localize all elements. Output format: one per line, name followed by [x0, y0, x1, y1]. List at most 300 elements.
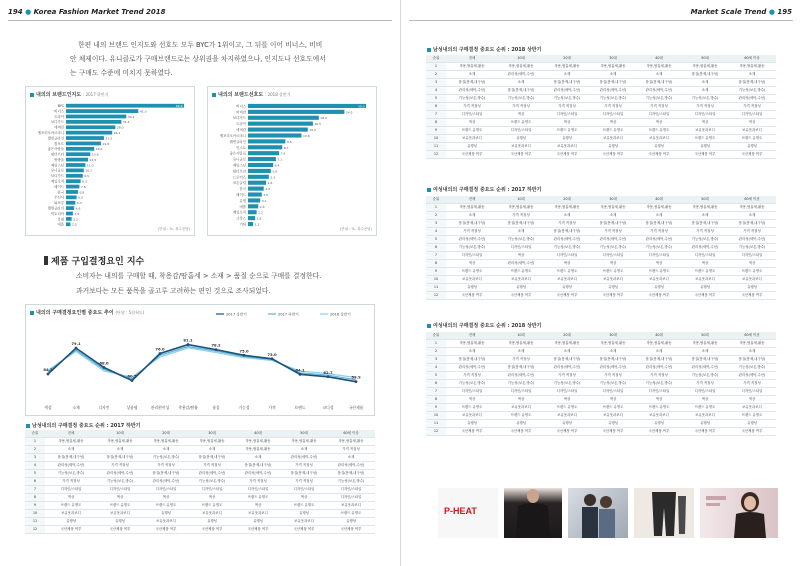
table-cell: 색상: [590, 396, 636, 404]
table-cell: 기능성(보온,방수): [327, 478, 375, 486]
bar: [66, 179, 81, 183]
table-cell: 10: [426, 412, 446, 420]
table-row: [426, 63, 776, 71]
bar-category-label: 비너스: [236, 104, 246, 109]
table-cell: 국산제품 여부: [446, 151, 498, 159]
bar: [66, 201, 75, 205]
table-cell: 관리성(세탁,수선): [728, 95, 776, 103]
table-cell: 유행성: [728, 420, 776, 428]
intro-paragraph: [70, 38, 326, 80]
bar-value-label: 7.1: [277, 157, 283, 162]
x-tick-label: 코디성: [322, 405, 334, 410]
table-cell: 국산제품 여부: [235, 526, 281, 534]
table-cell: 기능성(보온,방수): [97, 478, 143, 486]
bar-category-label: 한국: [57, 190, 64, 195]
table-cell: 브랜드 유명도: [446, 127, 498, 135]
bar-value-label: 66.9: [175, 104, 183, 109]
table-cell: 보유옷과코디: [590, 276, 636, 284]
bar-category-label: 캘빈클라인: [47, 206, 64, 211]
table-cell: 소재: [590, 71, 636, 79]
column-header: 20대: [544, 55, 590, 63]
data-label: 59.9: [351, 374, 361, 380]
table-row: [426, 103, 776, 111]
table-cell: 4: [426, 87, 446, 95]
table-cell: 품질(봉제,내구성): [446, 220, 498, 228]
table-row: [426, 111, 776, 119]
table-cell: 품질(봉제,내구성): [682, 71, 728, 79]
bar-category-label: 무신사: [54, 195, 64, 200]
product-photo-strip: [438, 488, 778, 538]
bar-category-label: 비비안: [236, 110, 246, 115]
table-row: [426, 260, 776, 268]
table-cell: 착용,땀흡세,활동: [189, 438, 235, 446]
column-header: 20대: [544, 332, 590, 340]
table-cell: 4: [426, 364, 446, 372]
table-cell: 품질(봉제,내구성): [281, 470, 327, 478]
table-cell: 착용,땀흡세,활동: [498, 63, 544, 71]
bar-category-label: 좋은사람들: [47, 147, 64, 152]
table-cell: 소재: [143, 446, 189, 454]
bar-category-label: 보디가드: [50, 174, 64, 179]
table-cell: 국산제품 여부: [636, 151, 682, 159]
bar-category-label: 기타: [239, 222, 246, 227]
bar-value-label: 2.2: [258, 210, 263, 215]
table-cell: 소재: [281, 446, 327, 454]
table-cell: 기능성(보온,방수): [498, 236, 544, 244]
x-tick-label: 디자인: [98, 405, 110, 410]
bar-value-label: 2.5: [71, 222, 77, 227]
table-cell: 기능성(보온,방수): [544, 244, 590, 252]
table-cell: 국산제품 여부: [682, 428, 728, 436]
column-header: 30대: [189, 430, 235, 438]
thermal-top-photo: [504, 488, 562, 538]
bar: [66, 195, 77, 199]
table-cell: 기능성(보온,방수): [544, 95, 590, 103]
legend-label: 2017 상반기: [226, 312, 247, 317]
table-cell: 디자인/스타일: [498, 244, 544, 252]
table-cell: 기능성(보온,방수): [446, 95, 498, 103]
table-row: [426, 348, 776, 356]
bar-category-label: 롯데: [57, 217, 64, 222]
bar: [248, 198, 260, 202]
right-page-number: 195: [777, 8, 792, 16]
table-cell: 착용,땀흡세,활동: [636, 204, 682, 212]
table-cell: 7: [25, 486, 45, 494]
table-cell: 소재: [682, 79, 728, 87]
data-label: 64.3: [43, 366, 53, 372]
column-header: 20대: [143, 430, 189, 438]
table1: [25, 430, 375, 534]
bar: [248, 157, 276, 161]
table-cell: 디자인/스타일: [590, 252, 636, 260]
bar: [248, 145, 282, 149]
right-running-title: Market Scale Trend: [690, 8, 767, 16]
table-cell: 유행성: [544, 420, 590, 428]
table-cell: 품질(봉제,내구성): [590, 79, 636, 87]
column-header: 40대: [636, 196, 682, 204]
table-cell: 브랜드 유명도: [498, 268, 544, 276]
table-cell: 유행성: [682, 420, 728, 428]
bar: [66, 147, 94, 151]
data-label: 73.0: [267, 351, 277, 357]
column-header: 순위: [426, 55, 446, 63]
data-point: [327, 375, 330, 378]
table-cell: 7: [426, 252, 446, 260]
table-cell: 품질(봉제,내구성): [446, 356, 498, 364]
bar-value-label: 34.2: [127, 114, 135, 119]
bar-category-label: 빅토리아: [50, 211, 64, 216]
table-cell: 유행성: [281, 510, 327, 518]
x-tick-label: 국산제품: [348, 405, 364, 410]
table-cell: 품질(봉제,내구성): [143, 470, 189, 478]
table-row: [426, 119, 776, 127]
table-cell: 색상: [590, 119, 636, 127]
table-cell: 품질(봉제,내구성): [544, 356, 590, 364]
bar: [248, 122, 313, 126]
x-tick-label: 브랜드: [294, 405, 306, 410]
table-cell: 가격 적절성: [544, 103, 590, 111]
model-portrait-icon: [700, 488, 778, 538]
table-cell: 2: [426, 348, 446, 356]
table-cell: 소재: [728, 348, 776, 356]
table-cell: 가격 적절성: [636, 228, 682, 236]
table-cell: 소재: [327, 454, 375, 462]
right-page: [400, 0, 800, 566]
table-cell: 소재: [636, 212, 682, 220]
column-header: 50대: [281, 430, 327, 438]
table-cell: 가격 적절성: [682, 380, 728, 388]
table-cell: 품질(봉제,내구성): [45, 454, 97, 462]
table-cell: 국산제품 여부: [728, 428, 776, 436]
table-cell: 국산제품 여부: [498, 428, 544, 436]
table-cell: 1: [426, 340, 446, 348]
left-header-rule: [8, 20, 392, 21]
table-cell: 색상: [446, 260, 498, 268]
section-line: 소비자는 내의를 구매할 때, 착용감/땀흡세 > 소재 > 품질 순으로 구매를 결정한다.: [76, 272, 322, 280]
table-cell: 보유옷과코디: [544, 412, 590, 420]
table-cell: 기능성(보온,방수): [728, 87, 776, 95]
table-cell: 색상: [728, 260, 776, 268]
table-cell: 국산제품 여부: [544, 428, 590, 436]
table-cell: 착용,땀흡세,활동: [590, 340, 636, 348]
table-cell: 10: [426, 276, 446, 284]
table-cell: 소재: [682, 348, 728, 356]
table-cell: 가격 적절성: [498, 212, 544, 220]
awareness-bars: [26, 99, 194, 235]
table-cell: 브랜드 유명도: [544, 404, 590, 412]
bar: [66, 185, 79, 189]
column-header: 50대: [682, 55, 728, 63]
bar-value-label: 15.2: [309, 128, 316, 133]
table-cell: 착용,땀흡세,활동: [544, 204, 590, 212]
column-header: 40대: [235, 430, 281, 438]
bar: [248, 110, 344, 114]
table-cell: 국산제품 여부: [682, 292, 728, 300]
table-cell: 관리성(세탁,수선): [590, 87, 636, 95]
table-cell: 품질(봉제,내구성): [682, 356, 728, 364]
bar-value-label: 7.6: [80, 184, 86, 189]
table-cell: 기능성(보온,방수): [590, 244, 636, 252]
bar-category-label: 에버린: [236, 128, 246, 133]
table-cell: 보유옷과코디: [446, 135, 498, 143]
bar: [248, 163, 273, 167]
table-cell: 관리성(세탁,수선): [446, 364, 498, 372]
table2-title: 남성내의의 구매결정 중요도 순위 : 2018 상반기: [427, 46, 541, 53]
table-cell: 1: [426, 204, 446, 212]
table-cell: 착용,땀흡세,활동: [498, 340, 544, 348]
table-cell: 국산제품 여부: [590, 292, 636, 300]
table-row: [25, 510, 375, 518]
table-cell: 품질(봉제,내구성): [544, 79, 590, 87]
table-cell: 디자인/스타일: [45, 486, 97, 494]
table-cell: 브랜드 유명도: [45, 502, 97, 510]
data-label: 79.1: [71, 341, 81, 347]
table-cell: 국산제품 여부: [446, 292, 498, 300]
table-cell: 착용,땀흡세,활동: [682, 340, 728, 348]
table-cell: 디자인/스타일: [682, 388, 728, 396]
bar-category-label: 유니클로: [50, 168, 64, 173]
table-cell: 보유옷과코디: [728, 276, 776, 284]
bar: [248, 175, 269, 179]
table-cell: 소재: [728, 71, 776, 79]
table-cell: 보유옷과코디: [590, 412, 636, 420]
table-cell: 기능성(보온,방수): [143, 454, 189, 462]
bar: [66, 120, 121, 124]
table-cell: 디자인/스타일: [590, 111, 636, 119]
table-row: [426, 87, 776, 95]
table-cell: 8: [426, 260, 446, 268]
table-cell: 소재: [544, 71, 590, 79]
table-cell: 브랜드 유명도: [544, 268, 590, 276]
bar-value-label: 5.8: [272, 169, 278, 174]
logo-photo: [438, 488, 498, 538]
table-cell: 품질(봉제,내구성): [235, 462, 281, 470]
table-cell: 디자인/스타일: [327, 486, 375, 494]
model-photo: [700, 488, 778, 538]
preference-chart-source: (단위 : %, 복수응답): [340, 227, 372, 231]
table-cell: 색상: [281, 494, 327, 502]
table-row: [25, 470, 375, 478]
bar-category-label: 코튼클럽: [232, 181, 246, 186]
bar: [248, 151, 279, 155]
table-cell: 품질(봉제,내구성): [327, 470, 375, 478]
table-cell: 7: [426, 111, 446, 119]
x-tick-label: 색상: [44, 405, 52, 410]
table-cell: 가격 적절성: [446, 103, 498, 111]
table-cell: 가격 적절성: [446, 372, 498, 380]
data-label: 76.0: [155, 346, 165, 352]
table-cell: 소재: [544, 212, 590, 220]
table-cell: 관리성(세탁,수선): [636, 236, 682, 244]
bar-value-label: 4.6: [75, 206, 81, 211]
table-cell: 3: [426, 220, 446, 228]
table-cell: 디자인/스타일: [446, 388, 498, 396]
table-cell: 3: [426, 356, 446, 364]
column-header: 전체: [446, 196, 498, 204]
column-header: 40대: [636, 332, 682, 340]
table-cell: 6: [426, 380, 446, 388]
table-cell: 소재: [544, 348, 590, 356]
table-cell: 착용,땀흡세,활동: [97, 438, 143, 446]
data-point: [187, 343, 190, 346]
table-cell: 보유옷과코디: [97, 510, 143, 518]
table-cell: 색상: [446, 396, 498, 404]
table-cell: 가격 적절성: [189, 462, 235, 470]
table-cell: 국산제품 여부: [544, 151, 590, 159]
bar: [248, 104, 366, 108]
table-cell: 소재: [728, 212, 776, 220]
table-cell: 디자인/스타일: [728, 388, 776, 396]
table-cell: 6: [25, 478, 45, 486]
table-cell: 12: [426, 292, 446, 300]
table-cell: 가격 적절성: [446, 228, 498, 236]
table-cell: 착용,땀흡세,활동: [682, 204, 728, 212]
table-cell: 관리성(세탁,수선): [235, 470, 281, 478]
table-cell: 유행성: [327, 518, 375, 526]
bar: [66, 174, 83, 178]
table-cell: 11: [25, 518, 45, 526]
bar-value-label: 3.1: [261, 198, 267, 203]
table-cell: 관리성(세탁,수선): [446, 236, 498, 244]
table-cell: 관리성(세탁,수선): [327, 462, 375, 470]
preference-bars: [208, 99, 376, 235]
table-cell: 가격 적절성: [235, 478, 281, 486]
table-row: [426, 420, 776, 428]
table-cell: 소재: [498, 228, 544, 236]
column-header: 전체: [45, 430, 97, 438]
table-cell: 1: [426, 63, 446, 71]
bar-value-label: 9.5: [286, 139, 292, 144]
table-row: [426, 151, 776, 159]
table-cell: 색상: [728, 396, 776, 404]
data-point: [103, 366, 106, 369]
right-header: Market Scale Trend ● 195: [690, 8, 792, 16]
bar-value-label: 3.5: [263, 193, 269, 197]
bar-value-label: 41.0: [139, 109, 147, 114]
table-cell: 유행성: [544, 284, 590, 292]
couple-silhouette-icon: [568, 488, 628, 538]
column-header: 전체: [446, 55, 498, 63]
column-header: 10대: [498, 196, 544, 204]
table-row: [426, 268, 776, 276]
table-cell: 가격 적절성: [281, 478, 327, 486]
table-row: [426, 356, 776, 364]
table-cell: 보유옷과코디: [143, 518, 189, 526]
table-cell: 국산제품 여부: [636, 292, 682, 300]
column-header: 20대: [544, 196, 590, 204]
data-label: 81.1: [183, 337, 193, 343]
column-header: 60세 이상: [728, 196, 776, 204]
bar-value-label: 9.5: [84, 174, 90, 179]
bar: [66, 163, 85, 167]
table-cell: 착용,땀흡세,활동: [446, 204, 498, 212]
table-cell: 유행성: [498, 135, 544, 143]
table-cell: 디자인/스타일: [636, 252, 682, 260]
table-row: [426, 380, 776, 388]
table-cell: 소재: [682, 87, 728, 95]
table-cell: 관리성(세탁,수선): [728, 236, 776, 244]
table-cell: 보유옷과코디: [728, 127, 776, 135]
table-cell: 브랜드 유명도: [636, 268, 682, 276]
table-cell: 디자인/스타일: [498, 388, 544, 396]
bar: [248, 128, 308, 132]
table-cell: 3: [25, 454, 45, 462]
table-cell: 착용,땀흡세,활동: [235, 438, 281, 446]
bar: [66, 212, 73, 216]
table-row: [426, 228, 776, 236]
x-tick-label: 기능성: [238, 405, 250, 410]
left-page-number: 194: [8, 8, 23, 16]
table-cell: 브랜드 유명도: [728, 135, 776, 143]
table-cell: 보유옷과코디: [728, 404, 776, 412]
factor-lines: [26, 305, 374, 415]
table-cell: 디자인/스타일: [636, 388, 682, 396]
table-cell: 유행성: [636, 284, 682, 292]
data-point: [271, 357, 274, 360]
table-cell: 관리성(세탁,수선): [544, 364, 590, 372]
bar-category-label: 제임스딘: [50, 163, 64, 168]
table-cell: 색상: [636, 119, 682, 127]
table-cell: 유행성: [446, 420, 498, 428]
bar-value-label: 24.5: [345, 110, 353, 115]
table-cell: 가격 적절성: [728, 228, 776, 236]
table-cell: 색상: [97, 494, 143, 502]
table-cell: 유행성: [45, 518, 97, 526]
column-header: 50대: [682, 332, 728, 340]
data-point: [131, 379, 134, 382]
table-row: [426, 220, 776, 228]
table-cell: 소재: [498, 348, 544, 356]
table-cell: 12: [25, 526, 45, 534]
table-cell: 유행성: [498, 284, 544, 292]
table-cell: 유행성: [446, 143, 498, 151]
table-cell: 디자인/스타일: [446, 111, 498, 119]
bar-category-label: 원더브라: [50, 152, 64, 157]
table-cell: 색상: [544, 260, 590, 268]
table-cell: 유행성: [636, 143, 682, 151]
table-row: [25, 478, 375, 486]
table-cell: 기능성(보온,방수): [590, 380, 636, 388]
table-cell: 보유옷과코디: [281, 518, 327, 526]
table-cell: 유행성: [590, 284, 636, 292]
table-cell: 품질(봉제,내구성): [636, 356, 682, 364]
factor-chart-title: 내의의 구매결정요인별 중요도 추이 (단위 : 5점척도): [30, 309, 144, 316]
bar-category-label: 와코루: [54, 201, 64, 206]
table-cell: 보유옷과코디: [636, 412, 682, 420]
table-cell: 디자인/스타일: [682, 252, 728, 260]
bar: [248, 169, 271, 173]
table-cell: 브랜드 유명도: [590, 268, 636, 276]
table-cell: 국산제품 여부: [97, 526, 143, 534]
table-cell: 소재: [682, 212, 728, 220]
bar-category-label: BYC: [57, 104, 64, 109]
bar-category-label: 애플: [239, 204, 246, 209]
table-cell: 국산제품 여부: [728, 292, 776, 300]
table-cell: 관리성(세탁,수선): [498, 71, 544, 79]
bar-category-label: 캘빈클라인: [47, 136, 64, 141]
table-cell: 색상: [498, 111, 544, 119]
table-cell: 유행성: [143, 510, 189, 518]
column-header: 30대: [590, 196, 636, 204]
x-tick-label: 상품평: [126, 405, 138, 410]
bar-value-label: 16.0: [95, 147, 103, 152]
table-cell: 색상: [446, 119, 498, 127]
table-cell: 유행성: [590, 420, 636, 428]
bar-value-label: 1.3: [254, 222, 260, 227]
bar-category-label: 좋은사람들: [229, 151, 246, 156]
table-cell: 기능성(보온,방수): [446, 244, 498, 252]
bar: [248, 216, 255, 220]
